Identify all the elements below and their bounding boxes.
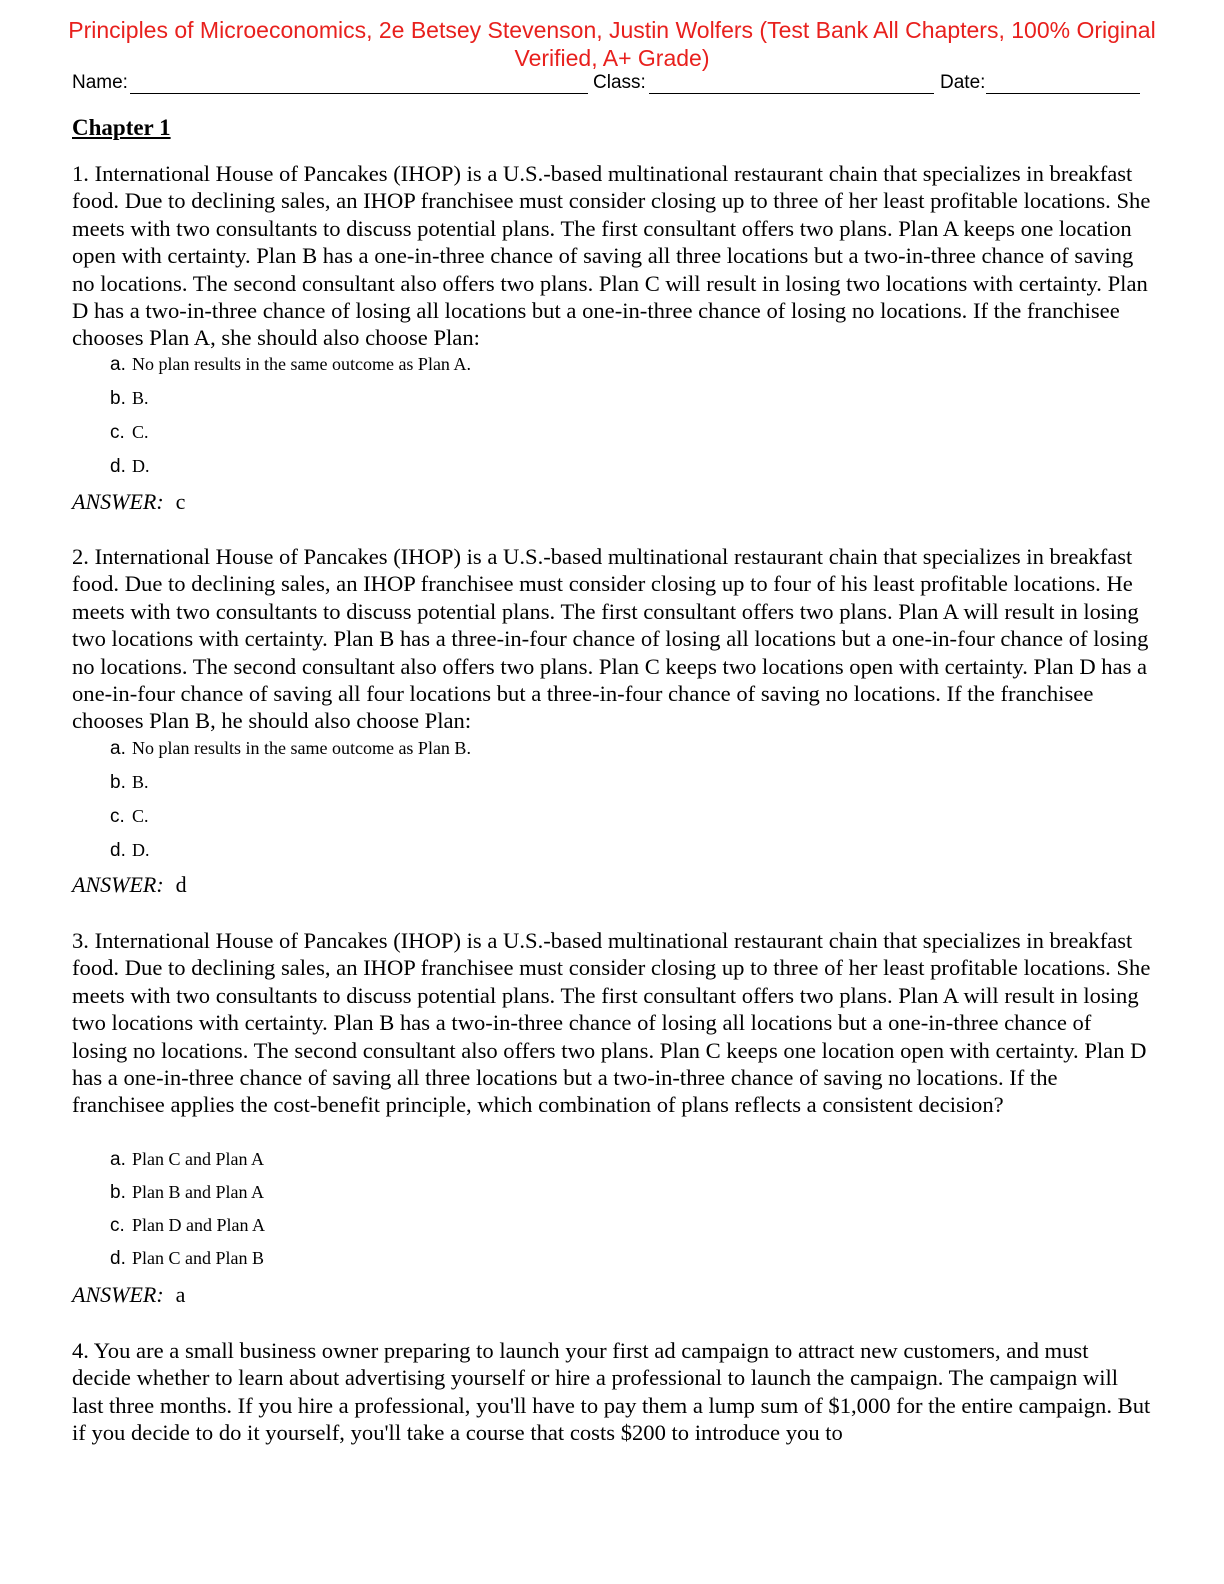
question-2-choice-c: c. C. xyxy=(110,806,149,827)
question-1-choice-a: a. No plan results in the same outcome as Plan A. xyxy=(110,354,471,375)
document-title-banner: Principles of Microeconomics, 2e Betsey Stevenson, Justin Wolfers (Test Bank All Chapters, 100% Original Verified, A+ Grade) xyxy=(68,17,1156,71)
question-2-choice-b: b. B. xyxy=(110,772,149,793)
question-1-answer: ANSWER: c xyxy=(72,489,186,514)
question-2-choice-a: a. No plan results in the same outcome as Plan B. xyxy=(110,738,471,759)
question-3-choice-c: c. Plan D and Plan A xyxy=(110,1215,265,1236)
question-2-text: 2. International House of Pancakes (IHOP) is a U.S.-based multinational restaurant chain that specializes in breakfast food. Due to declining sales, an IHOP franchisee must consider closing up to four of his least profitable locations. He meets with two consultants to discuss potential plans. The first consultant offers two plans. Plan A will result in losing two locations with certainty. Plan B has a three-in-four chance of losing all locations but a one-in-four chance of losing no locations. The second consultant also offers two plans. Plan C keeps two locations open with certainty. Plan D has a one-in-four chance of saving all four locations but a three-in-four chance of saving no locations. If the franchisee chooses Plan B, he should also choose Plan: xyxy=(72,544,1149,734)
class-label: Class: xyxy=(593,72,646,93)
question-3-text: 3. International House of Pancakes (IHOP) is a U.S.-based multinational restaurant chain that specializes in breakfast food. Due to declining sales, an IHOP franchisee must consider closing up to three of her least profitable locations. She meets with two consultants to discuss potential plans. The first consultant offers two plans. Plan A will result in losing two locations with certainty. Plan B has a two-in-three chance of losing all locations but a one-in-three chance of losing no locations. The second consultant also offers two plans. Plan C keeps one location open with certainty. Plan D has a one-in-three chance of saving all three locations but a two-in-three chance of saving no locations. If the franchisee applies the cost-benefit principle, which combination of plans reflects a consistent decision? xyxy=(72,928,1151,1118)
question-3-choice-b: b. Plan B and Plan A xyxy=(110,1182,265,1203)
question-2-choice-d: d. D. xyxy=(110,840,150,861)
question-1-choice-d: d. D. xyxy=(110,456,150,477)
question-1-choice-b: b. B. xyxy=(110,388,149,409)
question-3-answer: ANSWER: a xyxy=(72,1282,186,1307)
question-2-answer: ANSWER: d xyxy=(72,872,187,897)
date-label: Date: xyxy=(940,72,986,93)
question-4-text: 4. You are a small business owner preparing to launch your first ad campaign to attract new customers, and must decide whether to learn about advertising yourself or hire a professional to launch the campaign. The campaign will last three months. If you hire a professional, you'll have to pay them a lump sum of $1,000 for the entire campaign. But if you decide to do it yourself, you'll take a course that costs $200 to introduce you to xyxy=(72,1338,1151,1446)
name-label: Name: xyxy=(72,72,128,93)
chapter-heading: Chapter 1 xyxy=(72,115,171,140)
name-field-line[interactable] xyxy=(130,93,588,94)
question-1-text: 1. International House of Pancakes (IHOP) is a U.S.-based multinational restaurant chain that specializes in breakfast food. Due to declining sales, an IHOP franchisee must consider closing up to three of her least profitable locations. She meets with two consultants to discuss potential plans. The first consultant offers two plans. Plan A keeps one location open with certainty. Plan B has a one-in-three chance of saving all three locations but a two-in-three chance of saving no locations. The second consultant also offers two plans. Plan C will result in losing two locations with certainty. Plan D has a two-in-three chance of losing all locations but a one-in-three chance of losing no locations. If the franchisee chooses Plan A, she should also choose Plan: xyxy=(72,161,1151,351)
question-1-choice-c: c. C. xyxy=(110,422,149,443)
question-3-choice-a: a. Plan C and Plan A xyxy=(110,1149,265,1170)
date-field-line[interactable] xyxy=(986,93,1140,94)
question-3-choice-d: d. Plan C and Plan B xyxy=(110,1248,265,1269)
class-field-line[interactable] xyxy=(649,93,934,94)
student-info-row xyxy=(72,72,1140,98)
